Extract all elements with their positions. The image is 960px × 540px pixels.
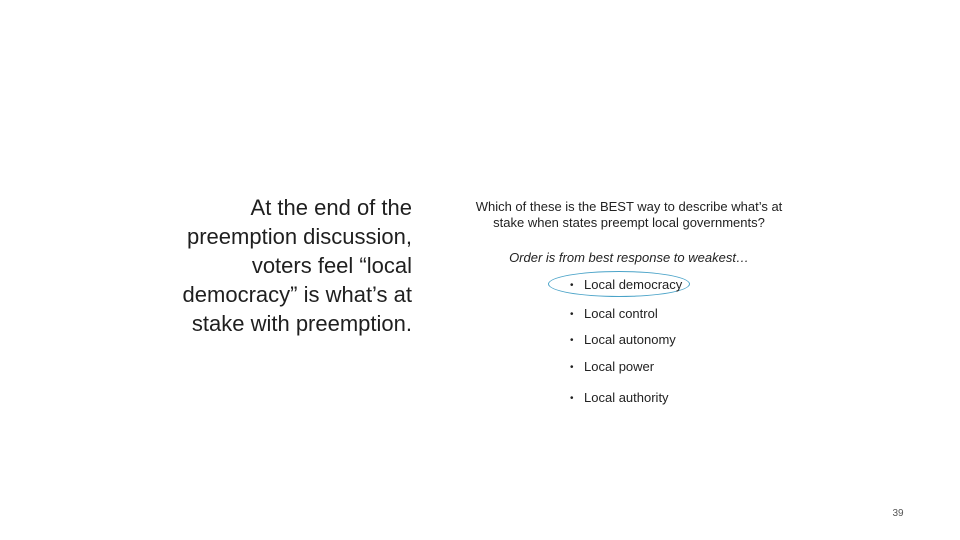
bullet-icon: • (570, 335, 574, 346)
list-item-label: Local power (584, 359, 655, 374)
list-item-label: Local autonomy (584, 332, 676, 347)
survey-question: Which of these is the BEST way to describe what’s at stake when states preempt local governments? (475, 199, 783, 230)
bullet-icon: • (570, 393, 574, 404)
list-item-label: Local democracy (584, 277, 683, 292)
list-item (570, 332, 676, 349)
list-item (570, 359, 654, 376)
bullet-icon: • (570, 362, 574, 373)
order-note: Order is from best response to weakest… (509, 250, 749, 265)
list-item (570, 277, 682, 294)
list-item (570, 390, 669, 407)
bullet-icon: • (570, 280, 574, 291)
list-item (570, 306, 658, 323)
slide-number: 39 (892, 508, 904, 519)
bullet-icon: • (570, 309, 574, 320)
list-item-label: Local authority (584, 390, 669, 405)
list-item-label: Local control (584, 306, 658, 321)
slide-statement: At the end of the preemption discussion, voters feel “local democracy” is what’s at stake with preemption. (182, 195, 412, 336)
